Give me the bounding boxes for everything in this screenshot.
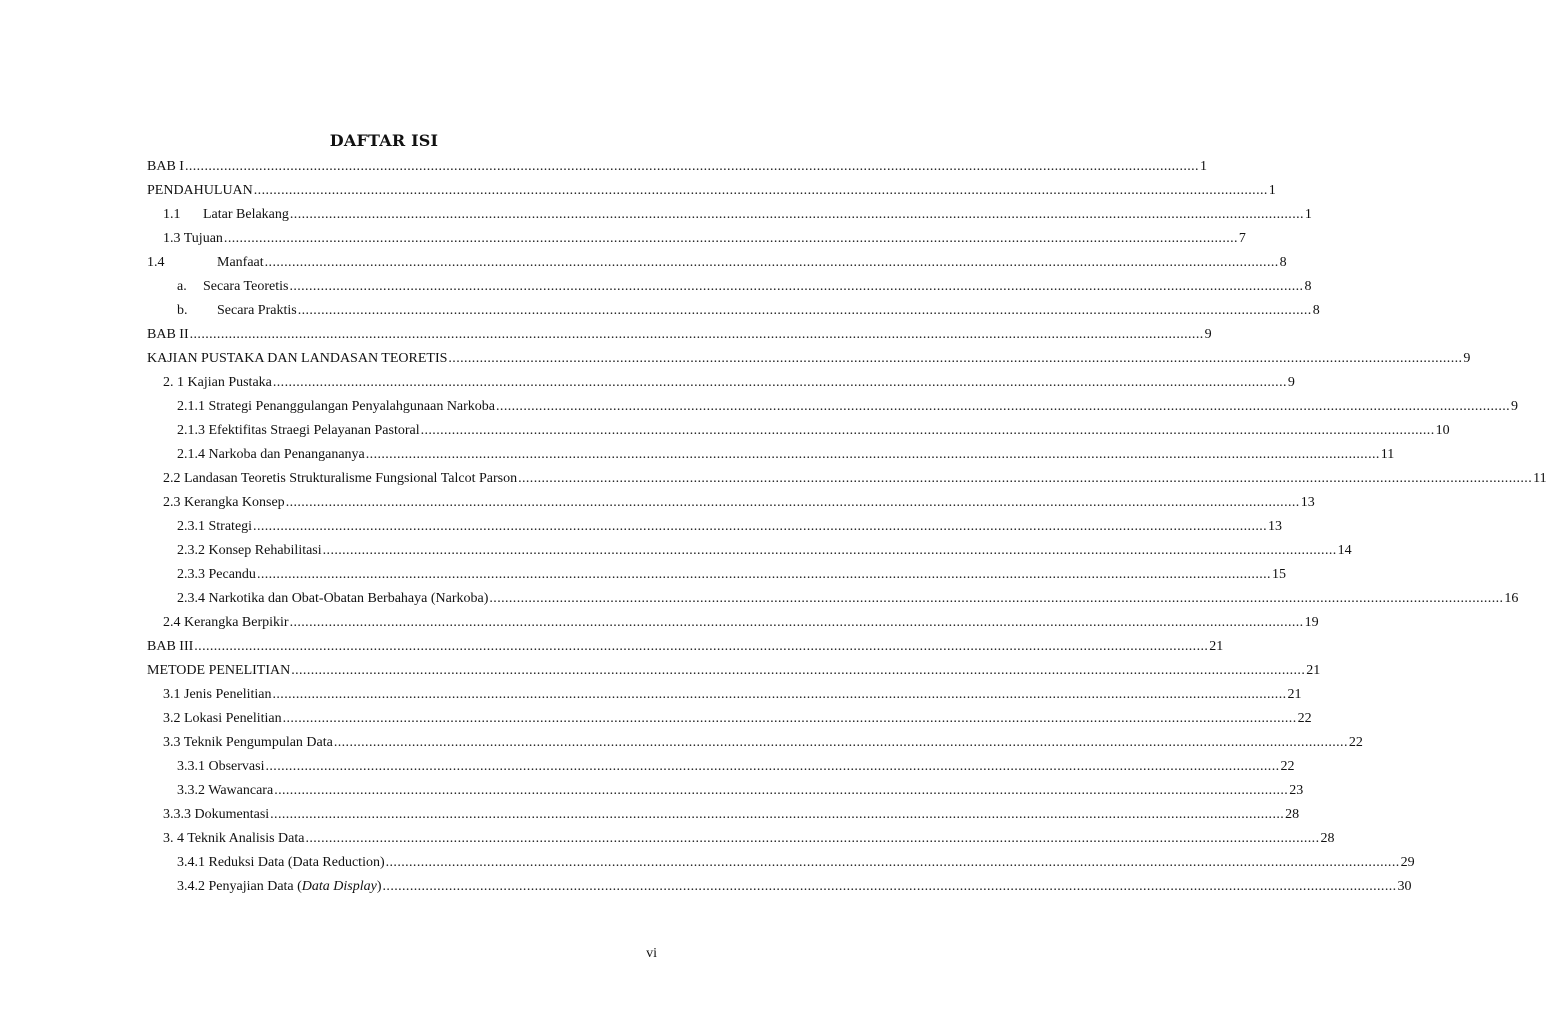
toc-entry-page: 9 [1463, 351, 1471, 366]
toc-entry [177, 542, 1352, 560]
toc-entry-label [177, 422, 420, 440]
toc-leader-dots: .................................................................................................................................................................................................................................................................... [285, 495, 1300, 510]
toc-entry-page: 28 [1320, 831, 1335, 846]
toc-entry-text: 2.3 Kerangka Konsep [163, 495, 285, 510]
toc-entry-page: 21 [1306, 663, 1321, 678]
toc-entry-page: 13 [1268, 519, 1283, 534]
toc-entry-label [177, 782, 273, 800]
toc-entry-text: Secara Teoretis [203, 279, 289, 294]
toc-entry [147, 350, 1471, 368]
toc-entry-number: a. [177, 279, 187, 294]
toc-entry-number: b. [177, 303, 188, 318]
toc-entry [177, 518, 1283, 536]
toc-entry-label [177, 302, 297, 320]
toc-entry-page: 22 [1348, 735, 1363, 750]
toc-entry-label [147, 662, 290, 680]
toc-leader-dots: .................................................................................................................................................................................................................................................................... [420, 423, 1435, 438]
toc-entry-label [147, 326, 189, 344]
toc-leader-dots: .................................................................................................................................................................................................................................................................... [265, 759, 1280, 774]
toc-leader-dots: .................................................................................................................................................................................................................................................................... [365, 447, 1380, 462]
toc-entry-label [147, 158, 184, 176]
toc-entry [163, 614, 1319, 632]
toc-entry-page: 10 [1435, 423, 1450, 438]
toc-entry [177, 422, 1450, 440]
toc-entry-label [177, 566, 256, 584]
toc-entry-label [147, 254, 264, 272]
toc-entry-page: 1 [1268, 183, 1276, 198]
toc-entry-text: 2. 1 Kajian Pustaka [163, 375, 272, 390]
toc-entry [163, 686, 1302, 704]
toc-entry [177, 302, 1320, 320]
toc-entry [163, 830, 1335, 848]
toc-leader-dots: .................................................................................................................................................................................................................................................................... [253, 519, 1268, 534]
toc-leader-dots: .................................................................................................................................................................................................................................................................... [272, 375, 1287, 390]
toc-entry-text: 3.2 Lokasi Penelitian [163, 711, 282, 726]
toc-entry-text: 1.3 Tujuan [163, 231, 223, 246]
toc-entry-text: 3.3.3 Dokumentasi [163, 807, 270, 822]
toc-entry-text: BAB I [147, 159, 184, 174]
toc-entry [177, 446, 1395, 464]
toc-entry-page: 1 [1199, 159, 1207, 174]
toc-entry-page: 16 [1504, 591, 1519, 606]
toc-entry [163, 470, 1547, 488]
toc-entry-page: 13 [1300, 495, 1315, 510]
toc-entry-label [163, 686, 272, 704]
toc-leader-dots: .................................................................................................................................................................................................................................................................... [382, 879, 1397, 894]
toc-entry [163, 710, 1312, 728]
toc-entry-text: 2.4 Kerangka Berpikir [163, 615, 289, 630]
toc-entry [177, 566, 1286, 584]
toc-entry-page: 11 [1380, 447, 1395, 462]
toc-entry-label [177, 518, 252, 536]
toc-entry [177, 590, 1519, 608]
toc-entry-label [163, 470, 517, 488]
toc-entry-text-suffix: ) [376, 879, 382, 894]
toc-entry-page: 11 [1533, 471, 1547, 486]
page-number: vi [646, 946, 657, 961]
toc-entry [177, 278, 1312, 296]
toc-entry-text: 3.1 Jenis Penelitian [163, 687, 272, 702]
toc-entry-label [177, 854, 385, 872]
toc-entry-number: 1.4 [147, 255, 165, 270]
toc-leader-dots: .................................................................................................................................................................................................................................................................... [272, 687, 1287, 702]
toc-entry-page: 9 [1511, 399, 1519, 414]
toc-entry-page: 9 [1287, 375, 1295, 390]
toc-entry [177, 782, 1304, 800]
toc-entry-label [163, 206, 289, 224]
toc-entry-page: 8 [1304, 279, 1312, 294]
toc-entry-label [177, 590, 488, 608]
toc-entry-label [163, 806, 269, 824]
toc-entry-label [163, 614, 289, 632]
toc-entry-page: 22 [1297, 711, 1312, 726]
toc-entry-text: 3.4.2 Penyajian Data ( [177, 879, 302, 894]
toc-leader-dots: .................................................................................................................................................................................................................................................................... [264, 255, 1279, 270]
toc-entry-page: 7 [1238, 231, 1246, 246]
toc-entry-label [147, 638, 193, 656]
toc-leader-dots: .................................................................................................................................................................................................................................................................... [305, 831, 1320, 846]
toc-entry [147, 326, 1212, 344]
toc-leader-dots: .................................................................................................................................................................................................................................................................... [184, 159, 1199, 174]
toc-entry-text: 3.3.1 Observasi [177, 759, 265, 774]
toc-entry-italic-text: Data Display [301, 879, 377, 894]
toc-entry-page: 28 [1285, 807, 1300, 822]
toc-entry-text: 3.3 Teknik Pengumpulan Data [163, 735, 333, 750]
toc-entry-text: PENDAHULUAN [147, 183, 253, 198]
toc-entry [163, 734, 1363, 752]
toc-entry-text: 2.1.1 Strategi Penanggulangan Penyalahgunaan Narkoba [177, 399, 496, 414]
toc-entry-label [177, 398, 495, 416]
toc-entry [147, 158, 1207, 176]
toc-entry-text: Manfaat [217, 255, 264, 270]
toc-leader-dots: .................................................................................................................................................................................................................................................................... [496, 399, 1511, 414]
toc-entry-text: KAJIAN PUSTAKA DAN LANDASAN TEORETIS [147, 351, 448, 366]
toc-entry [147, 182, 1276, 200]
toc-entry-page: 19 [1304, 615, 1319, 630]
toc-leader-dots: .................................................................................................................................................................................................................................................................... [291, 663, 1306, 678]
toc-leader-dots: .................................................................................................................................................................................................................................................................... [282, 711, 1297, 726]
toc-entry-text: 3.4.1 Reduksi Data (Data Reduction) [177, 855, 385, 870]
toc-entry [147, 638, 1224, 656]
toc-leader-dots: .................................................................................................................................................................................................................................................................... [270, 807, 1285, 822]
toc-entry-label [177, 446, 365, 464]
toc-entry-text: BAB III [147, 639, 194, 654]
toc-entry-label [177, 542, 322, 560]
toc-leader-dots: .................................................................................................................................................................................................................................................................... [297, 303, 1312, 318]
toc-entry [163, 806, 1300, 824]
toc-entry-label [177, 758, 265, 776]
toc-entry-text: Secara Praktis [217, 303, 297, 318]
toc-leader-dots: .................................................................................................................................................................................................................................................................... [189, 327, 1204, 342]
toc-entry-page: 29 [1400, 855, 1415, 870]
toc-entry-text: 2.1.3 Efektifitas Straegi Pelayanan Pastoral [177, 423, 420, 438]
toc-leader-dots: .................................................................................................................................................................................................................................................................... [194, 639, 1209, 654]
toc-leader-dots: .................................................................................................................................................................................................................................................................... [223, 231, 1238, 246]
toc-entry [177, 398, 1519, 416]
toc-entry-number: 1.1 [163, 207, 181, 222]
toc-leader-dots: .................................................................................................................................................................................................................................................................... [322, 543, 1337, 558]
toc-entry [147, 254, 1287, 272]
toc-entry-page: 21 [1209, 639, 1224, 654]
toc-entry-label [147, 182, 253, 200]
toc-leader-dots: .................................................................................................................................................................................................................................................................... [256, 567, 1271, 582]
toc-title: DAFTAR ISI [329, 131, 439, 150]
toc-entry-text: 2.3.4 Narkotika dan Obat-Obatan Berbahaya (Narkoba) [177, 591, 489, 606]
toc-entry-page: 8 [1312, 303, 1320, 318]
toc-entry [163, 494, 1315, 512]
toc-entry-text: 2.1.4 Narkoba dan Penangananya [177, 447, 365, 462]
toc-leader-dots: .................................................................................................................................................................................................................................................................... [385, 855, 1400, 870]
toc-entry [147, 662, 1321, 680]
toc-entry-text: 2.3.1 Strategi [177, 519, 253, 534]
toc-leader-dots: .................................................................................................................................................................................................................................................................... [289, 279, 1304, 294]
toc-leader-dots: .................................................................................................................................................................................................................................................................... [289, 207, 1304, 222]
toc-entry [177, 854, 1415, 872]
toc-leader-dots: .................................................................................................................................................................................................................................................................... [448, 351, 1463, 366]
toc-leader-dots: .................................................................................................................................................................................................................................................................... [333, 735, 1348, 750]
toc-leader-dots: .................................................................................................................................................................................................................................................................... [289, 615, 1304, 630]
toc-entry-page: 8 [1279, 255, 1287, 270]
toc-entry-label [147, 350, 447, 368]
toc-entry-page: 14 [1337, 543, 1352, 558]
toc-entry [163, 374, 1295, 392]
toc-entry-label [163, 734, 333, 752]
toc-entry-text: 2.3.3 Pecandu [177, 567, 256, 582]
toc-entry-text: Latar Belakang [203, 207, 289, 222]
toc-leader-dots: .................................................................................................................................................................................................................................................................... [274, 783, 1289, 798]
toc-entry-label [163, 710, 282, 728]
toc-entry-label [177, 878, 382, 896]
toc-entry-page: 21 [1287, 687, 1302, 702]
toc-entry [163, 206, 1312, 224]
toc-entry-page: 22 [1280, 759, 1295, 774]
toc-leader-dots: .................................................................................................................................................................................................................................................................... [253, 183, 1268, 198]
toc-entry-label [163, 230, 223, 248]
toc-entry-page: 15 [1271, 567, 1286, 582]
toc-leader-dots: .................................................................................................................................................................................................................................................................... [518, 471, 1533, 486]
toc-entry-page: 23 [1289, 783, 1304, 798]
toc-entry [177, 878, 1412, 896]
toc-entry-text: 3. 4 Teknik Analisis Data [163, 831, 305, 846]
toc-entry-label [163, 830, 304, 848]
toc-entry-label [163, 374, 272, 392]
toc-entry [177, 758, 1295, 776]
toc-entry-label [177, 278, 288, 296]
toc-entry-page: 9 [1204, 327, 1212, 342]
toc-entry-page: 1 [1304, 207, 1312, 222]
toc-entry-text: METODE PENELITIAN [147, 663, 291, 678]
toc-entry-text: 3.3.2 Wawancara [177, 783, 274, 798]
toc-entry-text: 2.3.2 Konsep Rehabilitasi [177, 543, 322, 558]
toc-entry-text: BAB II [147, 327, 189, 342]
toc-entry-text: 2.2 Landasan Teoretis Strukturalisme Fungsional Talcot Parson [163, 471, 518, 486]
toc-entry [163, 230, 1246, 248]
toc-leader-dots: .................................................................................................................................................................................................................................................................... [489, 591, 1504, 606]
toc-entry-label [163, 494, 285, 512]
toc-entry-page: 30 [1397, 879, 1412, 894]
